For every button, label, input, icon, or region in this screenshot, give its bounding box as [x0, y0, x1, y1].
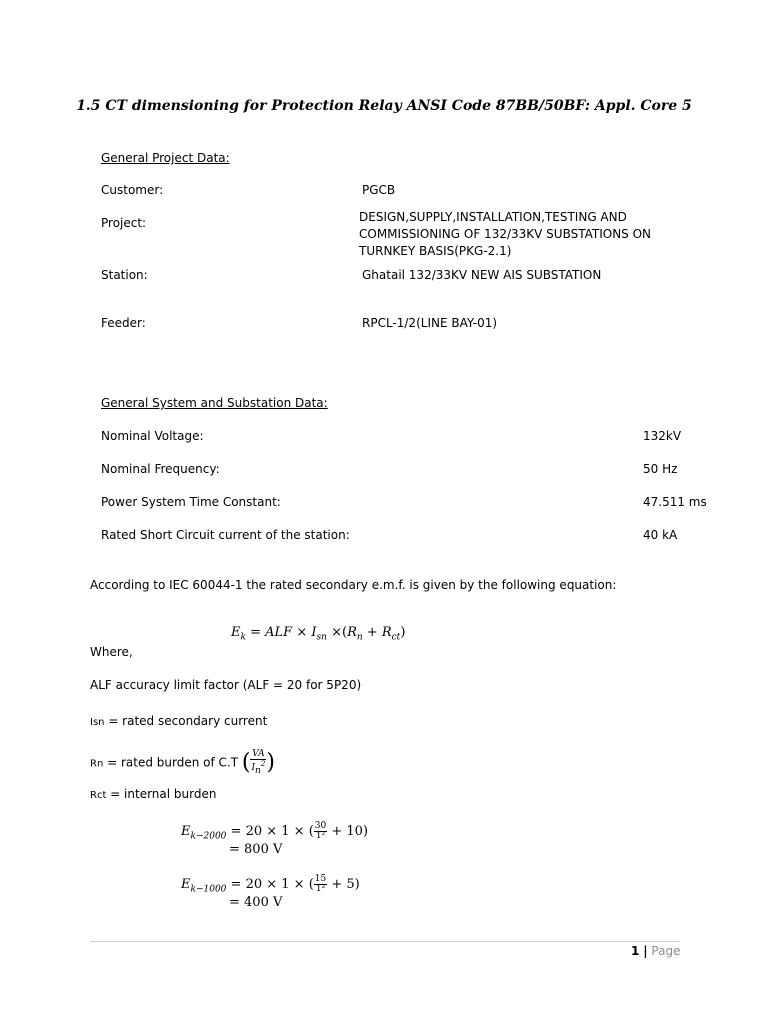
calc-1000-result: = 400 V: [229, 895, 283, 910]
footer-divider: [90, 941, 680, 942]
page-footer: [631, 944, 680, 958]
short-circuit-value: 40 kA: [643, 528, 678, 542]
project-label: Project:: [101, 216, 147, 230]
page-separator: |: [643, 944, 648, 958]
customer-value: PGCB: [362, 183, 396, 197]
project-value-line2: COMMISSIONING OF 132/33KV SUBSTATIONS ON: [359, 227, 652, 241]
page-number: 1: [631, 944, 640, 958]
short-circuit-label: Rated Short Circuit current of the station:: [101, 528, 350, 542]
station-label: Station:: [101, 268, 148, 282]
project-value-line3: TURNKEY BASIS(PKG-2.1): [359, 244, 512, 258]
customer-label: Customer:: [101, 183, 164, 197]
time-constant-label: Power System Time Constant:: [101, 495, 281, 509]
station-value: Ghatail 132/33KV NEW AIS SUBSTATION: [362, 268, 602, 282]
rct-definition: Rct = internal burden: [90, 787, 217, 801]
feeder-value: RPCL-1/2(LINE BAY-01): [362, 316, 498, 330]
feeder-label: Feeder:: [101, 316, 146, 330]
calc-2000-line1: $E_{k-2000} = 20 \times 1$ × ( $\frac{30}{\text{1²}}$ + 10): [181, 821, 369, 842]
page-label: Page: [651, 944, 681, 958]
rn-definition: Rn = rated burden of C.T ( $\frac{VA}{I_n^2}$ ): [90, 749, 275, 776]
emf-equation: $E_k$ = ALF × $I_{sn} \times(R_n + R_{ct})$: [231, 625, 406, 643]
isn-definition: Isn = rated secondary current: [90, 714, 268, 728]
calc-2000-result: = 800 V: [229, 842, 283, 857]
nominal-voltage-value: 132kV: [643, 429, 682, 443]
intro-text: According to IEC 60044-1 the rated secondary e.m.f. is given by the following equation:: [90, 578, 617, 592]
project-data-heading: General Project Data:: [101, 151, 230, 165]
nominal-frequency-label: Nominal Frequency:: [101, 462, 220, 476]
project-value-line1: DESIGN,SUPPLY,INSTALLATION,TESTING AND: [359, 210, 627, 224]
calc-1000-line1: $E_{k-1000} = 20 \times 1$ × ( $\frac{15}{\text{1²}}$ + 5): [181, 874, 360, 895]
time-constant-value: 47.511 ms: [643, 495, 707, 509]
page-title: 1.5 CT dimensioning for Protection Relay ANSI Code 87BB/50BF: Appl. Core 5: [76, 98, 692, 114]
system-data-heading: General System and Substation Data:: [101, 396, 328, 410]
alf-definition: ALF accuracy limit factor (ALF = 20 for 5P20): [90, 678, 362, 692]
nominal-frequency-value: 50 Hz: [643, 462, 678, 476]
nominal-voltage-label: Nominal Voltage:: [101, 429, 204, 443]
where-label: Where,: [90, 645, 133, 659]
